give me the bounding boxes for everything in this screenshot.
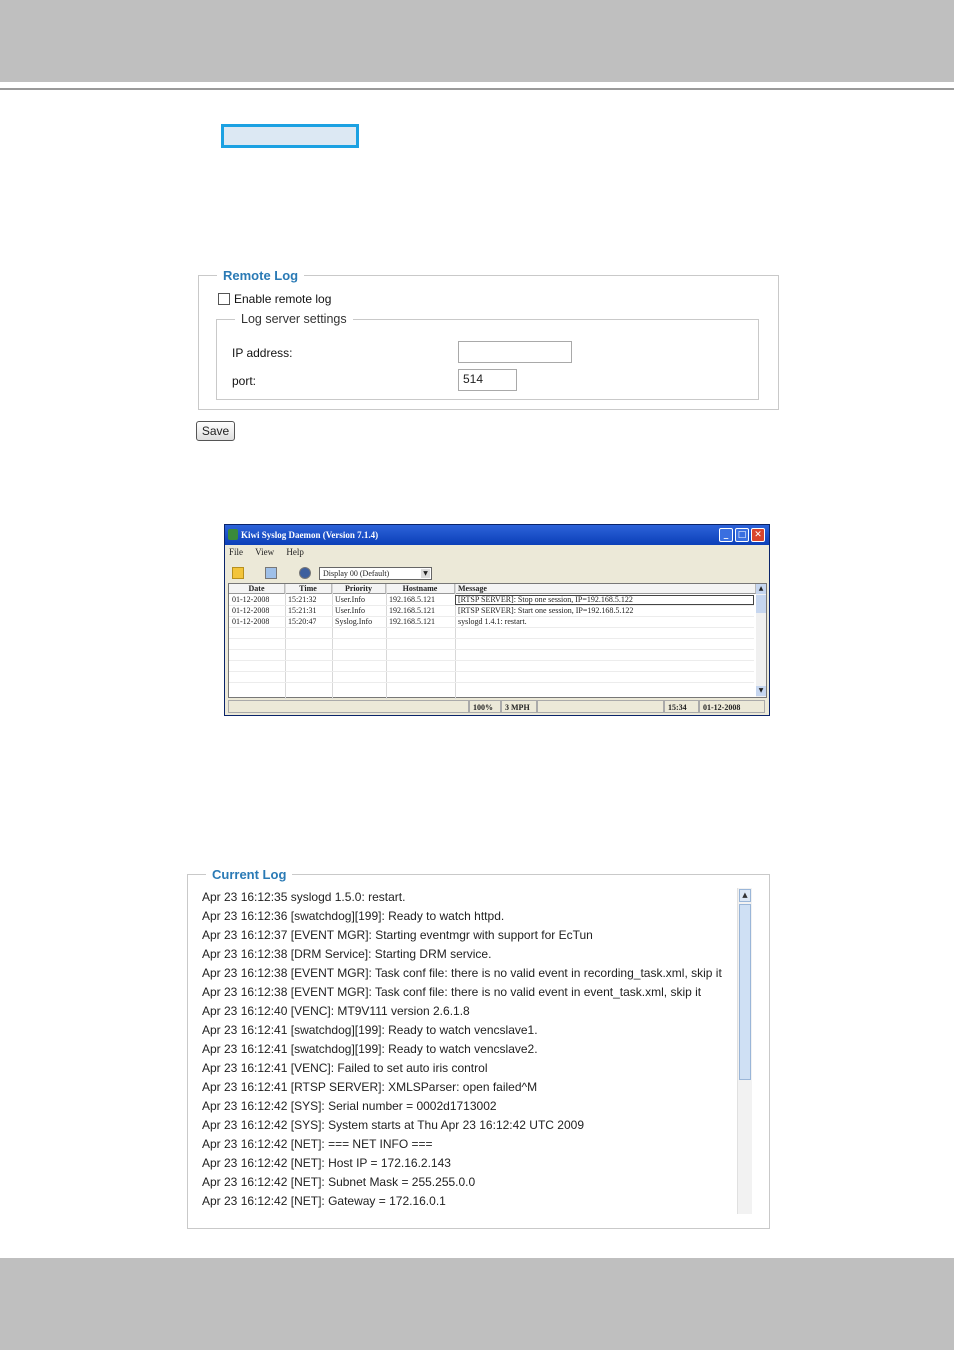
kiwi-toolbar: [225, 563, 769, 583]
col-time[interactable]: Time: [285, 584, 332, 594]
kiwi-status-bar: [228, 700, 767, 713]
scroll-thumb[interactable]: [739, 904, 751, 1080]
log-line: Apr 23 16:12:41 [swatchdog][199]: Ready to watch vencslave2.: [202, 1042, 538, 1056]
log-line: Apr 23 16:12:41 [swatchdog][199]: Ready to watch vencslave1.: [202, 1023, 538, 1037]
current-log-content[interactable]: [187, 874, 769, 1214]
row3-priority[interactable]: Syslog.Info: [335, 617, 373, 626]
port-label: port:: [232, 374, 257, 388]
scroll-up-icon[interactable]: ▲: [756, 584, 766, 594]
col-hostname[interactable]: Hostname: [386, 584, 455, 594]
display-select[interactable]: [319, 567, 432, 580]
kiwi-syslog-window: [224, 524, 770, 716]
row3-hostname[interactable]: 192.168.5.121: [389, 617, 435, 626]
bell-icon[interactable]: [232, 567, 244, 579]
menu-view[interactable]: View: [255, 547, 275, 557]
log-line: Apr 23 16:12:42 [NET]: === NET INFO ===: [202, 1137, 433, 1151]
grid-row-line: [229, 682, 754, 683]
page-header-band: [0, 0, 954, 82]
maximize-icon[interactable]: □: [735, 528, 749, 542]
row1-hostname[interactable]: 192.168.5.121: [389, 595, 435, 604]
monitor-icon[interactable]: [265, 567, 277, 579]
col-date[interactable]: Date: [229, 584, 285, 594]
enable-remote-log-checkbox[interactable]: [218, 293, 230, 305]
log-line: Apr 23 16:12:42 [NET]: Host IP = 172.16.2.143: [202, 1156, 451, 1170]
kiwi-menu-bar: [229, 547, 314, 557]
row1-date[interactable]: 01-12-2008: [232, 595, 270, 604]
row2-priority[interactable]: User.Info: [335, 606, 365, 615]
log-server-settings-legend: Log server settings: [241, 312, 347, 326]
row3-time[interactable]: 15:20:47: [288, 617, 317, 626]
log-line: Apr 23 16:12:36 [swatchdog][199]: Ready to watch httpd.: [202, 909, 505, 923]
current-log-legend: Current Log: [212, 867, 287, 882]
row1-message[interactable]: [RTSP SERVER]: Stop one session, IP=192.168.5.122: [458, 595, 633, 604]
status-time: 15:34: [664, 700, 699, 713]
log-line: Apr 23 16:12:42 [NET]: Subnet Mask = 255.255.0.0: [202, 1175, 476, 1189]
log-line: Apr 23 16:12:38 [EVENT MGR]: Task conf file: there is no valid event in recording_task.xml, skip it: [202, 966, 722, 980]
log-line: Apr 23 16:12:35 syslogd 1.5.0: restart.: [202, 890, 406, 904]
log-line: Apr 23 16:12:42 [SYS]: Serial number = 0002d1713002: [202, 1099, 497, 1113]
kiwi-title-text: Kiwi Syslog Daemon (Version 7.1.4): [241, 530, 379, 540]
log-line: Apr 23 16:12:38 [DRM Service]: Starting DRM service.: [202, 947, 492, 961]
grid-row-line: [229, 649, 754, 650]
port-input[interactable]: 514: [458, 369, 517, 391]
menu-file[interactable]: File: [229, 547, 244, 557]
row2-time[interactable]: 15:21:31: [288, 606, 317, 615]
log-line: Apr 23 16:12:37 [EVENT MGR]: Starting eventmgr with support for EcTun: [202, 928, 593, 942]
grid-row-line: [229, 627, 754, 628]
scroll-down-icon[interactable]: ▼: [756, 686, 766, 696]
enable-remote-log-label: Enable remote log: [234, 292, 332, 306]
log-line: Apr 23 16:12:42 [NET]: Gateway = 172.16.0.1: [202, 1194, 446, 1208]
remote-log-legend: Remote Log: [223, 268, 299, 283]
col-message[interactable]: Message: [455, 584, 756, 594]
kiwi-app-icon: [228, 529, 238, 540]
row1-priority[interactable]: User.Info: [335, 595, 365, 604]
close-icon[interactable]: ✕: [751, 528, 765, 542]
log-line: Apr 23 16:12:38 [EVENT MGR]: Task conf file: there is no valid event in event_task.xml, skip it: [202, 985, 702, 999]
highlight-box: [221, 124, 359, 148]
scroll-up-icon[interactable]: ▲: [739, 889, 751, 902]
kiwi-log-grid: [228, 583, 767, 698]
row3-message[interactable]: syslogd 1.4.1: restart.: [458, 617, 527, 626]
kiwi-vertical-scrollbar[interactable]: [756, 584, 766, 697]
status-date: 01-12-2008: [699, 700, 765, 713]
row1-time[interactable]: 15:21:32: [288, 595, 317, 604]
log-line: Apr 23 16:12:41 [VENC]: Failed to set auto iris control: [202, 1061, 488, 1075]
status-mph: 3 MPH: [501, 700, 537, 713]
status-empty: [228, 700, 469, 713]
kiwi-title-bar[interactable]: [225, 525, 769, 545]
col-priority[interactable]: Priority: [332, 584, 386, 594]
save-button[interactable]: Save: [196, 421, 235, 441]
ip-address-input[interactable]: [458, 341, 572, 363]
menu-help[interactable]: Help: [286, 547, 304, 557]
log-line: Apr 23 16:12:42 [SYS]: System starts at Thu Apr 23 16:12:42 UTC 2009: [202, 1118, 584, 1132]
row3-date[interactable]: 01-12-2008: [232, 617, 270, 626]
grid-row-line: [229, 638, 754, 639]
scroll-thumb[interactable]: [756, 595, 766, 613]
row2-message[interactable]: [RTSP SERVER]: Start one session, IP=192.168.5.122: [458, 606, 634, 615]
chevron-down-icon[interactable]: ▼: [421, 569, 430, 578]
status-zoom: 100%: [469, 700, 501, 713]
log-line: Apr 23 16:12:41 [RTSP SERVER]: XMLSParser: open failed^M: [202, 1080, 538, 1094]
header-rule: [0, 88, 954, 90]
current-log-scrollbar[interactable]: [737, 888, 752, 1214]
status-empty: [537, 700, 664, 713]
ip-address-label: IP address:: [232, 346, 293, 360]
display-select-value: Display 00 (Default): [323, 569, 390, 578]
minimize-icon[interactable]: _: [719, 528, 733, 542]
grid-row-line: [229, 671, 754, 672]
globe-icon[interactable]: [299, 567, 311, 579]
row2-hostname[interactable]: 192.168.5.121: [389, 606, 435, 615]
page-footer-band: [0, 1258, 954, 1350]
log-line: Apr 23 16:12:40 [VENC]: MT9V111 version 2.6.1.8: [202, 1004, 470, 1018]
grid-row-line: [229, 660, 754, 661]
row2-date[interactable]: 01-12-2008: [232, 606, 270, 615]
